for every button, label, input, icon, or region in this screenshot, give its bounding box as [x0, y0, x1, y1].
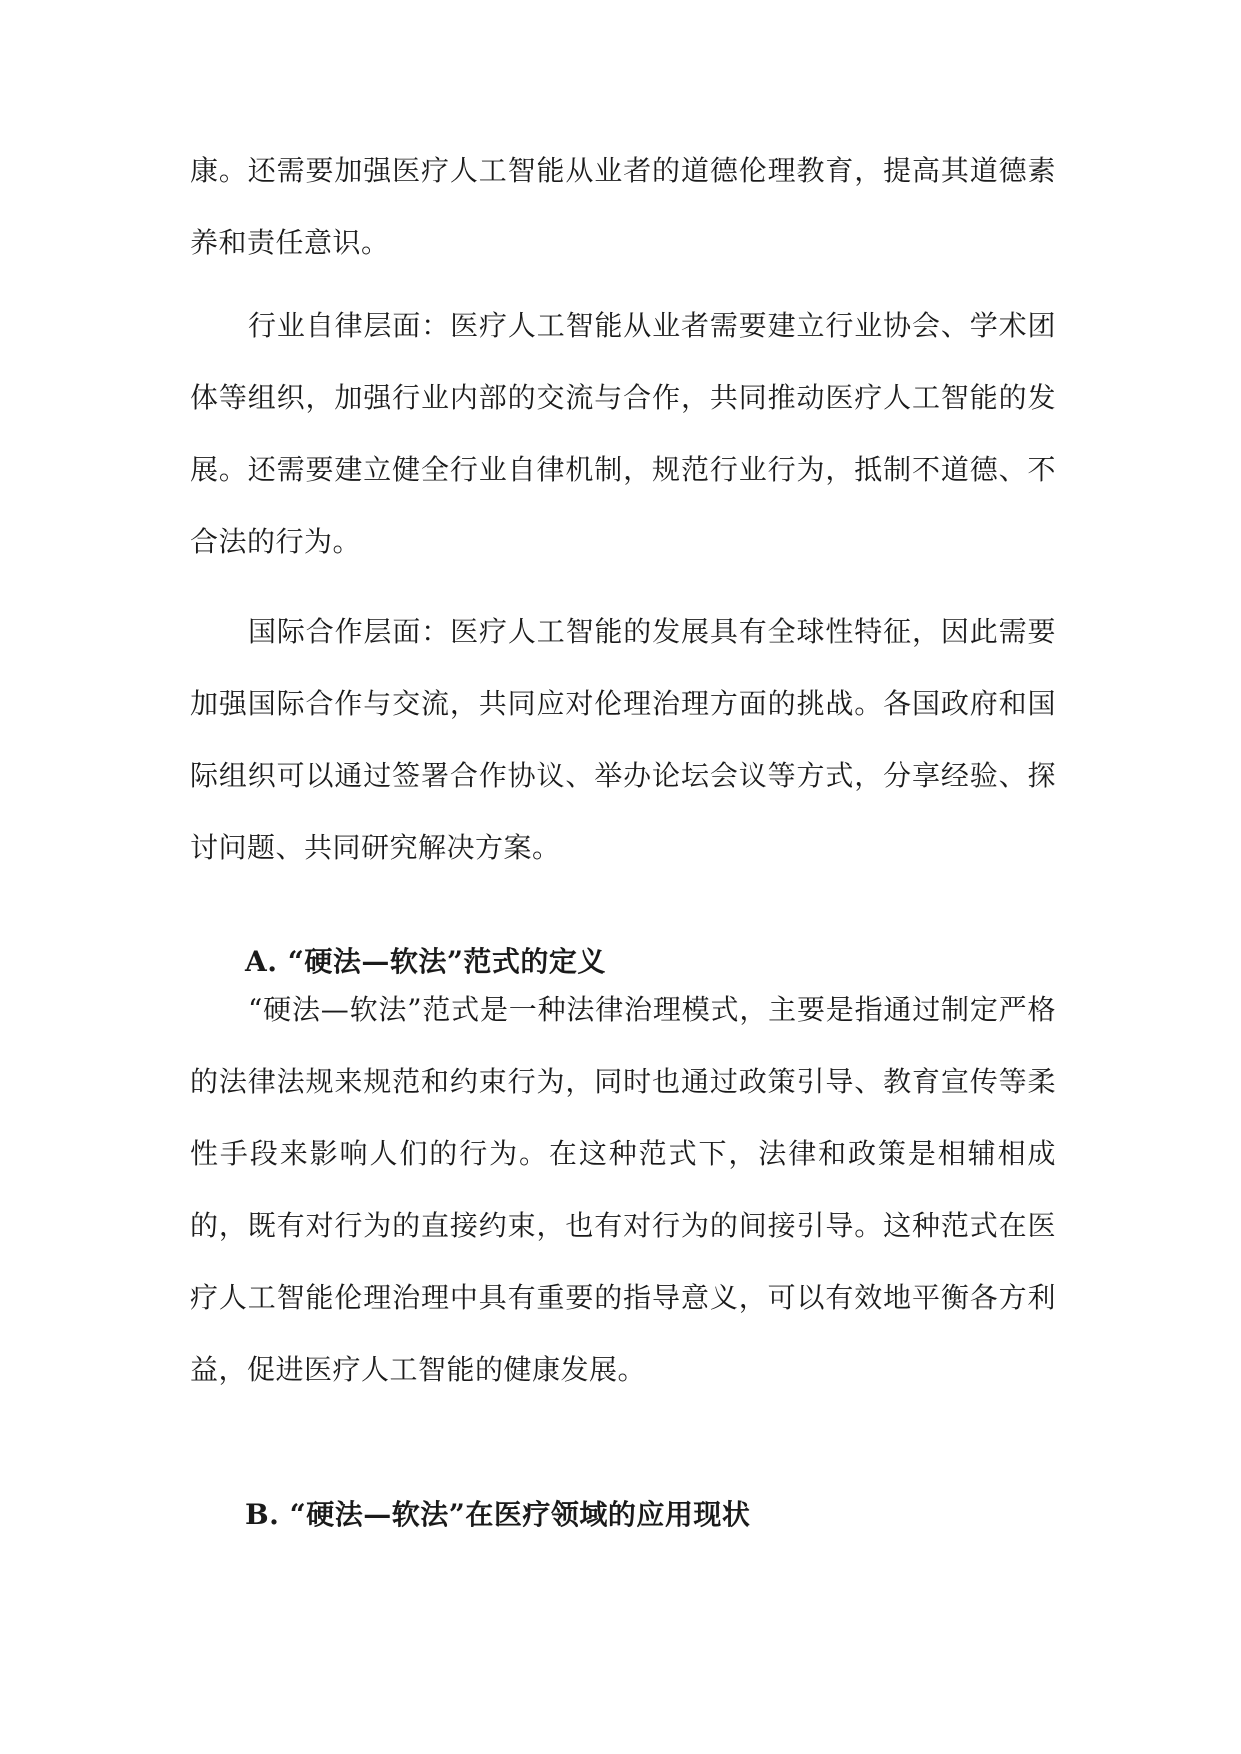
paragraph-paradigm-definition: “硬法—软法”范式是一种法律治理模式，主要是指通过制定严格的法律法规来规范和约束行为，同时也通过政策引导、教育宣传等柔性手段来影响人们的行为。在这种范式下，法律和政策是相辅相成的，既有对行为的直接约束，也有对行为的间接引导。这种范式在医疗人工智能伦理治理中具有重要的指导意义，可以有效地平衡各方利益，促进医疗人工智能的健康发展。 — [190, 993, 1056, 1386]
paragraph-continuation: 康。还需要加强医疗人工智能从业者的道德伦理教育，提高其道德素养和责任意识。 — [190, 154, 1056, 259]
paragraph-international-cooperation: 国际合作层面：医疗人工智能的发展具有全球性特征，因此需要加强国际合作与交流，共同应对伦理治理方面的挑战。各国政府和国际组织可以通过签署合作协议、举办论坛会议等方式，分享经验、探讨问题、共同研究解决方案。 — [190, 615, 1056, 864]
paragraph-industry-self-regulation: 行业自律层面：医疗人工智能从业者需要建立行业协会、学术团体等组织，加强行业内部的交流与合作，共同推动医疗人工智能的发展。还需要建立健全行业自律机制，规范行业行为，抵制不道德、不合法的行为。 — [190, 309, 1056, 558]
section-heading-a: A. “硬法—软法”范式的定义 — [245, 945, 606, 978]
section-heading-b: B. “硬法—软法”在医疗领域的应用现状 — [245, 1498, 751, 1531]
